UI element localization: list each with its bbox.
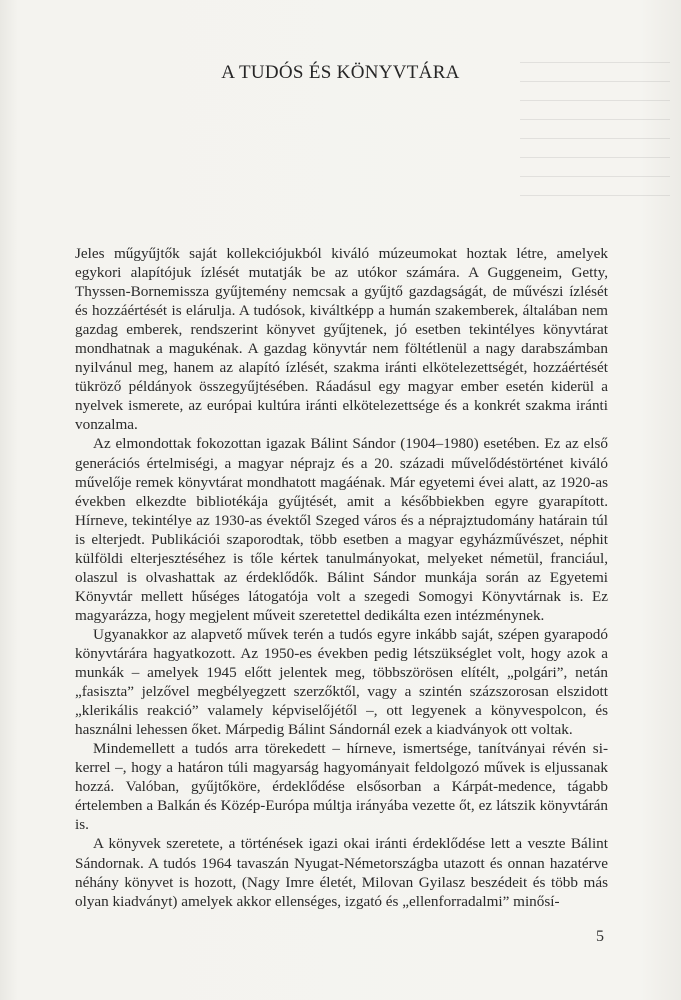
paragraph-5: A könyvek szeretete, a történések igazi okai iránti érdeklődése lett a veszte Bálint Sándornak. A tudós 1964 tavaszán Nyugat-Németországba utazott és onnan hazatérve néhány könyvet is hozott, (Nagy Imre életét, Milovan Gyilasz beszédeit és több más olyan kiadványt) amelyek akkor ellenséges, izgató és „ellenforradalmi” minősí- [75,835,608,910]
body-text [75,244,608,911]
paragraph-4: Mindemellett a tudós arra törekedett – hírneve, ismertsége, tanítványai révén sikerrel –, hogy a határon túli magyarság hagyományait feldolgozó művek is eljussanak hozzá. Valóban, gyűjtőköre, érdeklődése elsősorban a Kárpát-medence, tágabb értelemben a Balkán és Közép-Európa múltja irányába vezette őt, ez látszik könyvtárán is. [75,740,608,834]
paragraph-3: Ugyanakkor az alapvető művek terén a tudós egyre inkább saját, szépen gyarapodó könyvtárára hagyatkozott. Az 1950-es években pedig létszükséglet volt, hogy azok a munkák – amelyek 1945 előtt jelentek meg, többszörösen elítélt, „polgári”, netán „fasiszta” jelzővel megbélyegzett szerzőktől, vagy a szintén százszorosan elszidott „klerikális reakció” valamely képviselőjétől –, ott legyenek a könyvespolcon, és használni lehessen őket. Márpedig Bálint Sándornál ezek a kiadványok ott voltak. [75,625,608,739]
paragraph-1: Jeles műgyűjtők saját kollekciójukból kiváló múzeumokat hoztak létre, amelyek egykori alapítójuk ízlését mutatják be az utókor számára. A Guggeneim, Getty, Thyssen-Bornemissza gyűjtemény nemcsak a gyűjtő gazdagságát, de művészi ízlését és hozzáértését is elárulja. A tudósok, kiváltképp a humán szakemberek, általában nem gazdag emberek, rendszerint könyvet gyűjtenek, jó esetben tekintélyes könyvtárat mondhatnak a magukénak. A gazdag könyvtár nem föltétlenül a nagy darabszámban nyilvánul meg, hanem az alapító ízlését, szakma iránti elkötelezettségét, hozzáértését tükröző példányok összegyűjtésében. Ráadásul egy magyar ember esetén kiderül a nyelvek ismerete, az európai kultúra iránti elkötelezettsége és a konkrét szakma iránti vonzalma. [75,245,608,434]
paragraph-2: Az elmondottak fokozottan igazak Bálint Sándor (1904–1980) esetében. Ez az első generációs értelmiségi, a magyar néprajz és a 20. századi művelődéstörténet kiváló művelője remek könyvtárat mondhatott magáénak. Már egyetemi évei alatt, az 1920-as években elkezdte bibliotékája gyűjtését, amit a későbbiekben egyre gyarapított. Hírneve, tekintélye az 1930-as évektől Szeged város és a néprajztudomány határain túl is elterjedt. Publikációi szaporodtak, több esetben a magyar egyházművészet, néphit külföldi elterjesztéséhez is tőle kértek tanulmányokat, melyeket németül, franciául, olaszul is olvashattak az érdeklődők. Bálint Sándor munkája során az Egyetemi Könyvtár mellett hűséges látogatója volt a szegedi Somogyi Könyvtárnak is. Ez magyarázza, hogy megjelent műveit szeretettel dedikálta ezen intézménynek. [75,435,608,624]
chapter-title: A TUDÓS ÉS KÖNYVTÁRA [221,62,460,83]
show-through-text [520,62,670,227]
page-number: 5 [596,928,604,945]
